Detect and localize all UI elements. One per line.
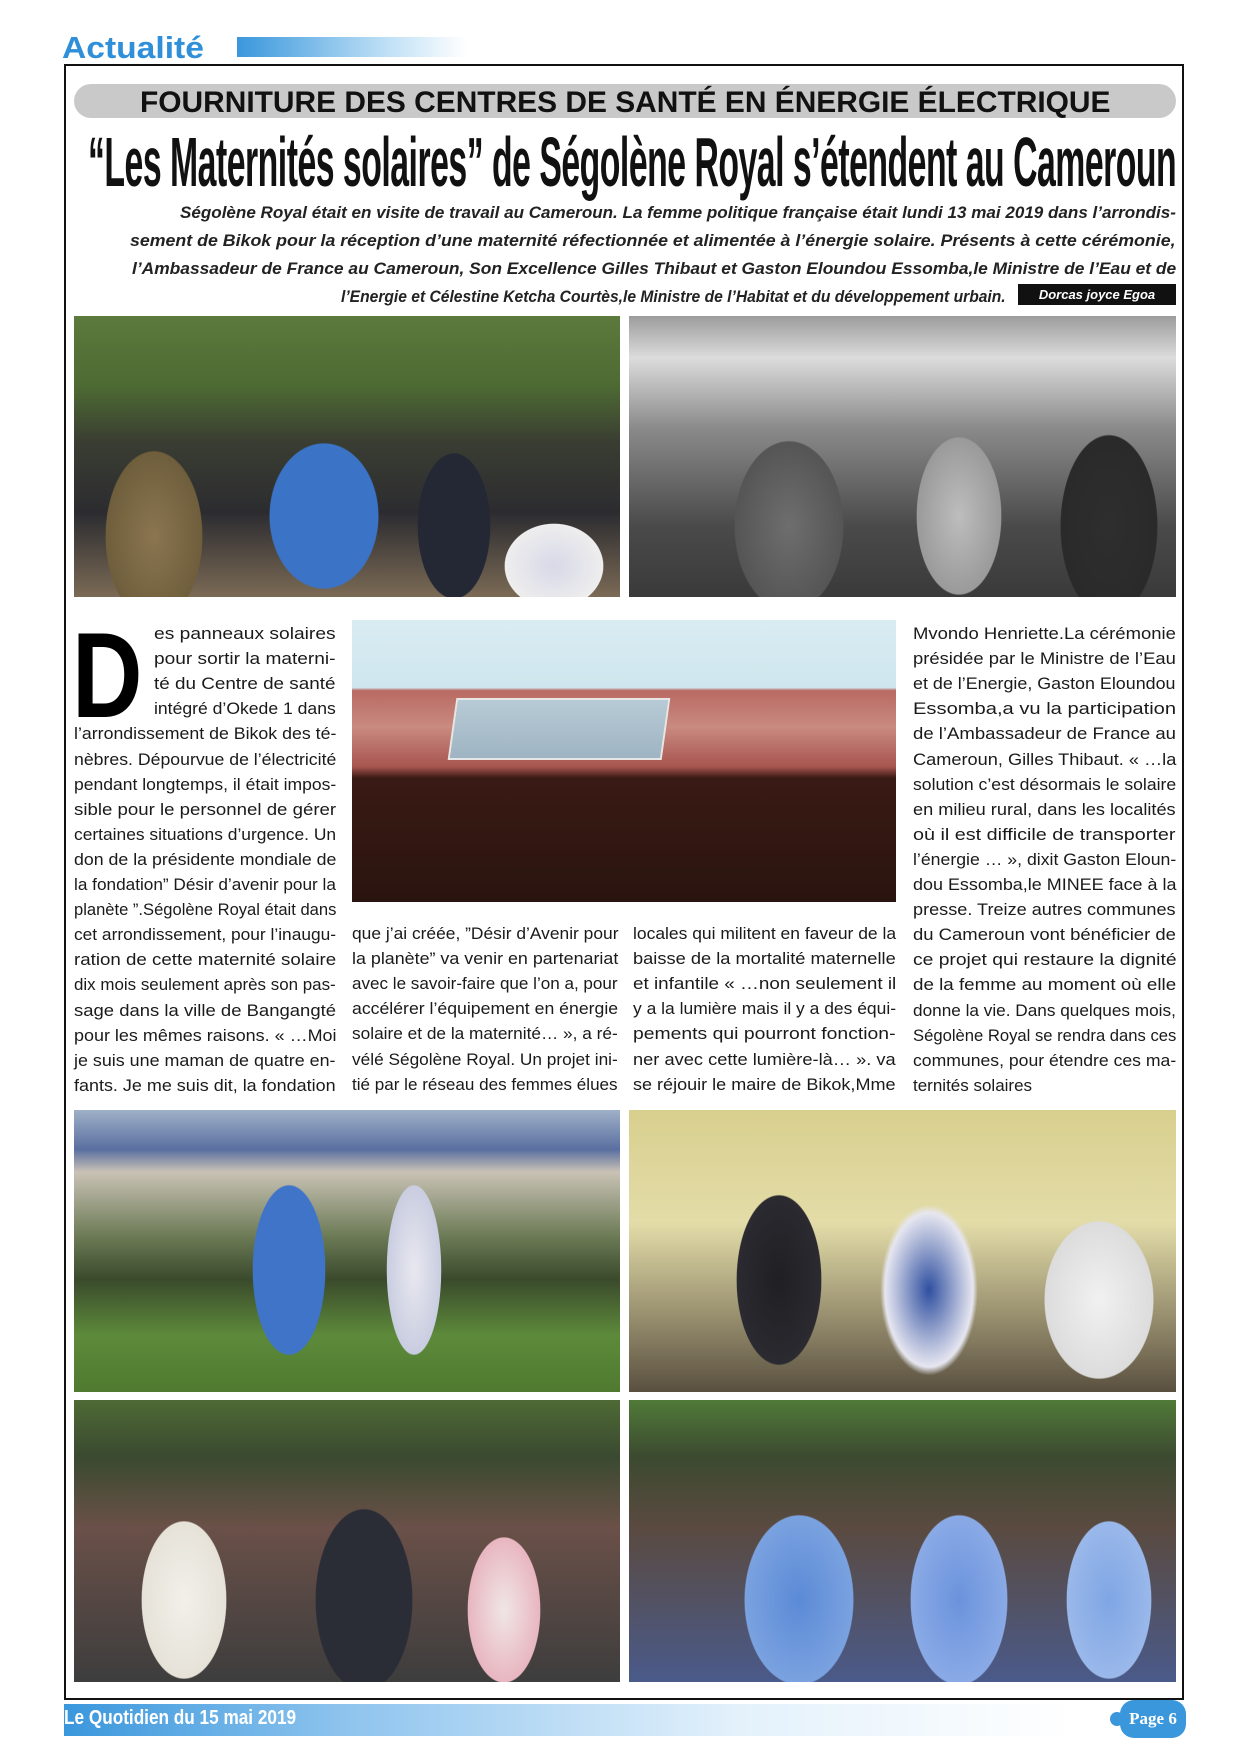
body-text-line: de la femme au moment où elle	[913, 975, 1177, 995]
body-text-line: que j’ai créée, ”Désir d’Avenir pour	[352, 924, 619, 943]
body-text-line: presse. Treize autres communes	[913, 900, 1176, 920]
body-text-line: où il est difficile de transporter	[913, 824, 1176, 844]
photo-officials-seated	[74, 316, 620, 597]
body-text-line: et de l’Energie, Gaston Eloundou	[913, 674, 1176, 694]
body-text-line: se réjouir le maire de Bikok,Mme	[633, 1074, 896, 1094]
body-text-line: vélé Ségolène Royal. Un projet ini-	[352, 1049, 618, 1069]
body-text-line: du Cameroun vont bénéficier de	[913, 925, 1176, 945]
body-text-line: cet arrondissement, pour l’inaugu-	[74, 925, 337, 945]
body-text-line: la planète” va venir en partenariat	[352, 949, 619, 969]
body-text-line: Essomba,a vu la participation	[913, 699, 1177, 719]
body-text-line: en milieu rural, dans les localités	[913, 799, 1176, 819]
photo-audience-ambassador	[74, 1400, 620, 1682]
body-text-line: tié par le réseau des femmes élues	[352, 1074, 618, 1094]
body-text-line: je suis une maman de quatre en-	[74, 1050, 336, 1070]
body-text-line: intégré d’Okede 1 dans	[154, 699, 336, 719]
body-text-line: Ségolène Royal se rendra dans ces	[913, 1025, 1177, 1045]
body-text-line: solaire et de la maternité… », a ré-	[352, 1024, 618, 1044]
body-text-line: communes, pour étendre ces ma-	[913, 1050, 1177, 1070]
page-number: Page 6	[1120, 1700, 1186, 1738]
body-text-line: fants. Je me suis dit, la fondation	[74, 1075, 336, 1095]
body-text-line: donne la vie. Dans quelques mois,	[913, 1000, 1176, 1020]
body-text-line: dix mois seulement après son pas-	[74, 975, 336, 995]
body-text-line: ternités solaires	[913, 1075, 1033, 1095]
kicker-text: FOURNITURE DES CENTRES DE SANTÉ EN ÉNERGIE ÉLECTRIQUE	[140, 86, 1111, 119]
body-text-line: planète ”.Ségolène Royal était dans	[74, 900, 337, 920]
intro-line: l’Ambassadeur de France au Cameroun, Son Excellence Gilles Thibaut et Gaston Eloundou Essomba,le Ministre de l’Eau et de	[132, 259, 1177, 278]
body-text-line: baisse de la mortalité maternelle	[633, 949, 896, 969]
body-text-line: y a la lumière mais il y a des équi-	[633, 999, 897, 1019]
body-text-line: ration de cette maternité solaire	[74, 950, 337, 970]
body-text-line: es panneaux solaires	[154, 624, 336, 643]
footer-publication: Le Quotidien du 15 mai 2019	[64, 1707, 297, 1729]
body-text-line: et infantile « …non seulement il	[633, 974, 897, 994]
drop-cap: D	[72, 607, 143, 743]
body-text-line: sible pour le personnel de gérer	[74, 799, 337, 819]
intro-line: l’Energie et Célestine Ketcha Courtès,le Ministre de l’Habitat et du développement urbain.	[341, 287, 1006, 306]
body-text-line: de l’Ambassadeur de France au	[913, 724, 1176, 744]
section-label: Actualité	[62, 30, 204, 65]
solar-panel	[448, 698, 671, 760]
body-text-line: pour sortir la materni-	[154, 649, 336, 669]
photo-visit-inside	[629, 1110, 1176, 1392]
body-text-line: certaines situations d’urgence. Un	[74, 824, 337, 844]
body-text-line: accélérer l’équipement en énergie	[352, 999, 619, 1019]
body-text-line: Mvondo Henriette.La cérémonie	[913, 624, 1176, 643]
body-text-line: ce projet qui restaure la dignité	[913, 950, 1177, 970]
intro-line: Ségolène Royal était en visite de travail au Cameroun. La femme politique française était lundi 13 mai 2019 dans l’arrondis-	[180, 203, 1176, 222]
photo-audience-applauding	[629, 1400, 1176, 1682]
body-text-line: locales qui militent en faveur de la	[633, 924, 897, 943]
body-text-line: la fondation” Désir d’avenir pour la	[74, 875, 336, 894]
kicker-banner	[74, 84, 1176, 118]
intro-line: sement de Bikok pour la réception d’une maternité réfectionnée et alimentée à l’énergie solaire. Présents à cette cérémonie,	[130, 231, 1176, 250]
body-text-line: don de la présidente mondiale de	[74, 849, 337, 869]
body-text-line: té du Centre de santé	[154, 674, 336, 694]
body-text-line: sage dans la ville de Bangangté	[74, 1000, 337, 1020]
body-text-line: l’arrondissement de Bikok des té-	[74, 724, 337, 744]
body-text-line: solution c’est désormais le solaire	[913, 774, 1177, 794]
body-text-line: dou Essomba,le MINEE face à la	[913, 875, 1177, 894]
body-text-line: nèbres. Dépourvue de l’électricité	[74, 749, 337, 769]
body-text-line: pements qui pourront fonction-	[633, 1024, 896, 1044]
byline: Dorcas joyce Egoa	[1018, 284, 1176, 305]
body-text-line: Cameroun, Gilles Thibaut. « …la	[913, 749, 1177, 769]
section-bar	[237, 37, 467, 57]
photo-solar-roof	[352, 620, 896, 902]
headline: “Les Maternités solaires” de Ségolène Royal s’étendent au Cameroun	[88, 123, 1177, 201]
body-text-line: présidée par le Ministre de l’Eau	[913, 649, 1176, 669]
photo-ribbon-cutting	[629, 316, 1176, 597]
body-text-line: l’énergie … », dixit Gaston Eloun-	[913, 849, 1177, 869]
body-text-line: ner avec cette lumière-là… ». va	[633, 1049, 896, 1069]
body-text-line: pour les mêmes raisons. « …Moi	[74, 1025, 337, 1045]
body-text-line: avec le savoir-faire que l’on a, pour	[352, 974, 618, 994]
body-text-line: pendant longtemps, il était impos-	[74, 774, 337, 794]
photo-speech-under-tent	[74, 1110, 620, 1392]
